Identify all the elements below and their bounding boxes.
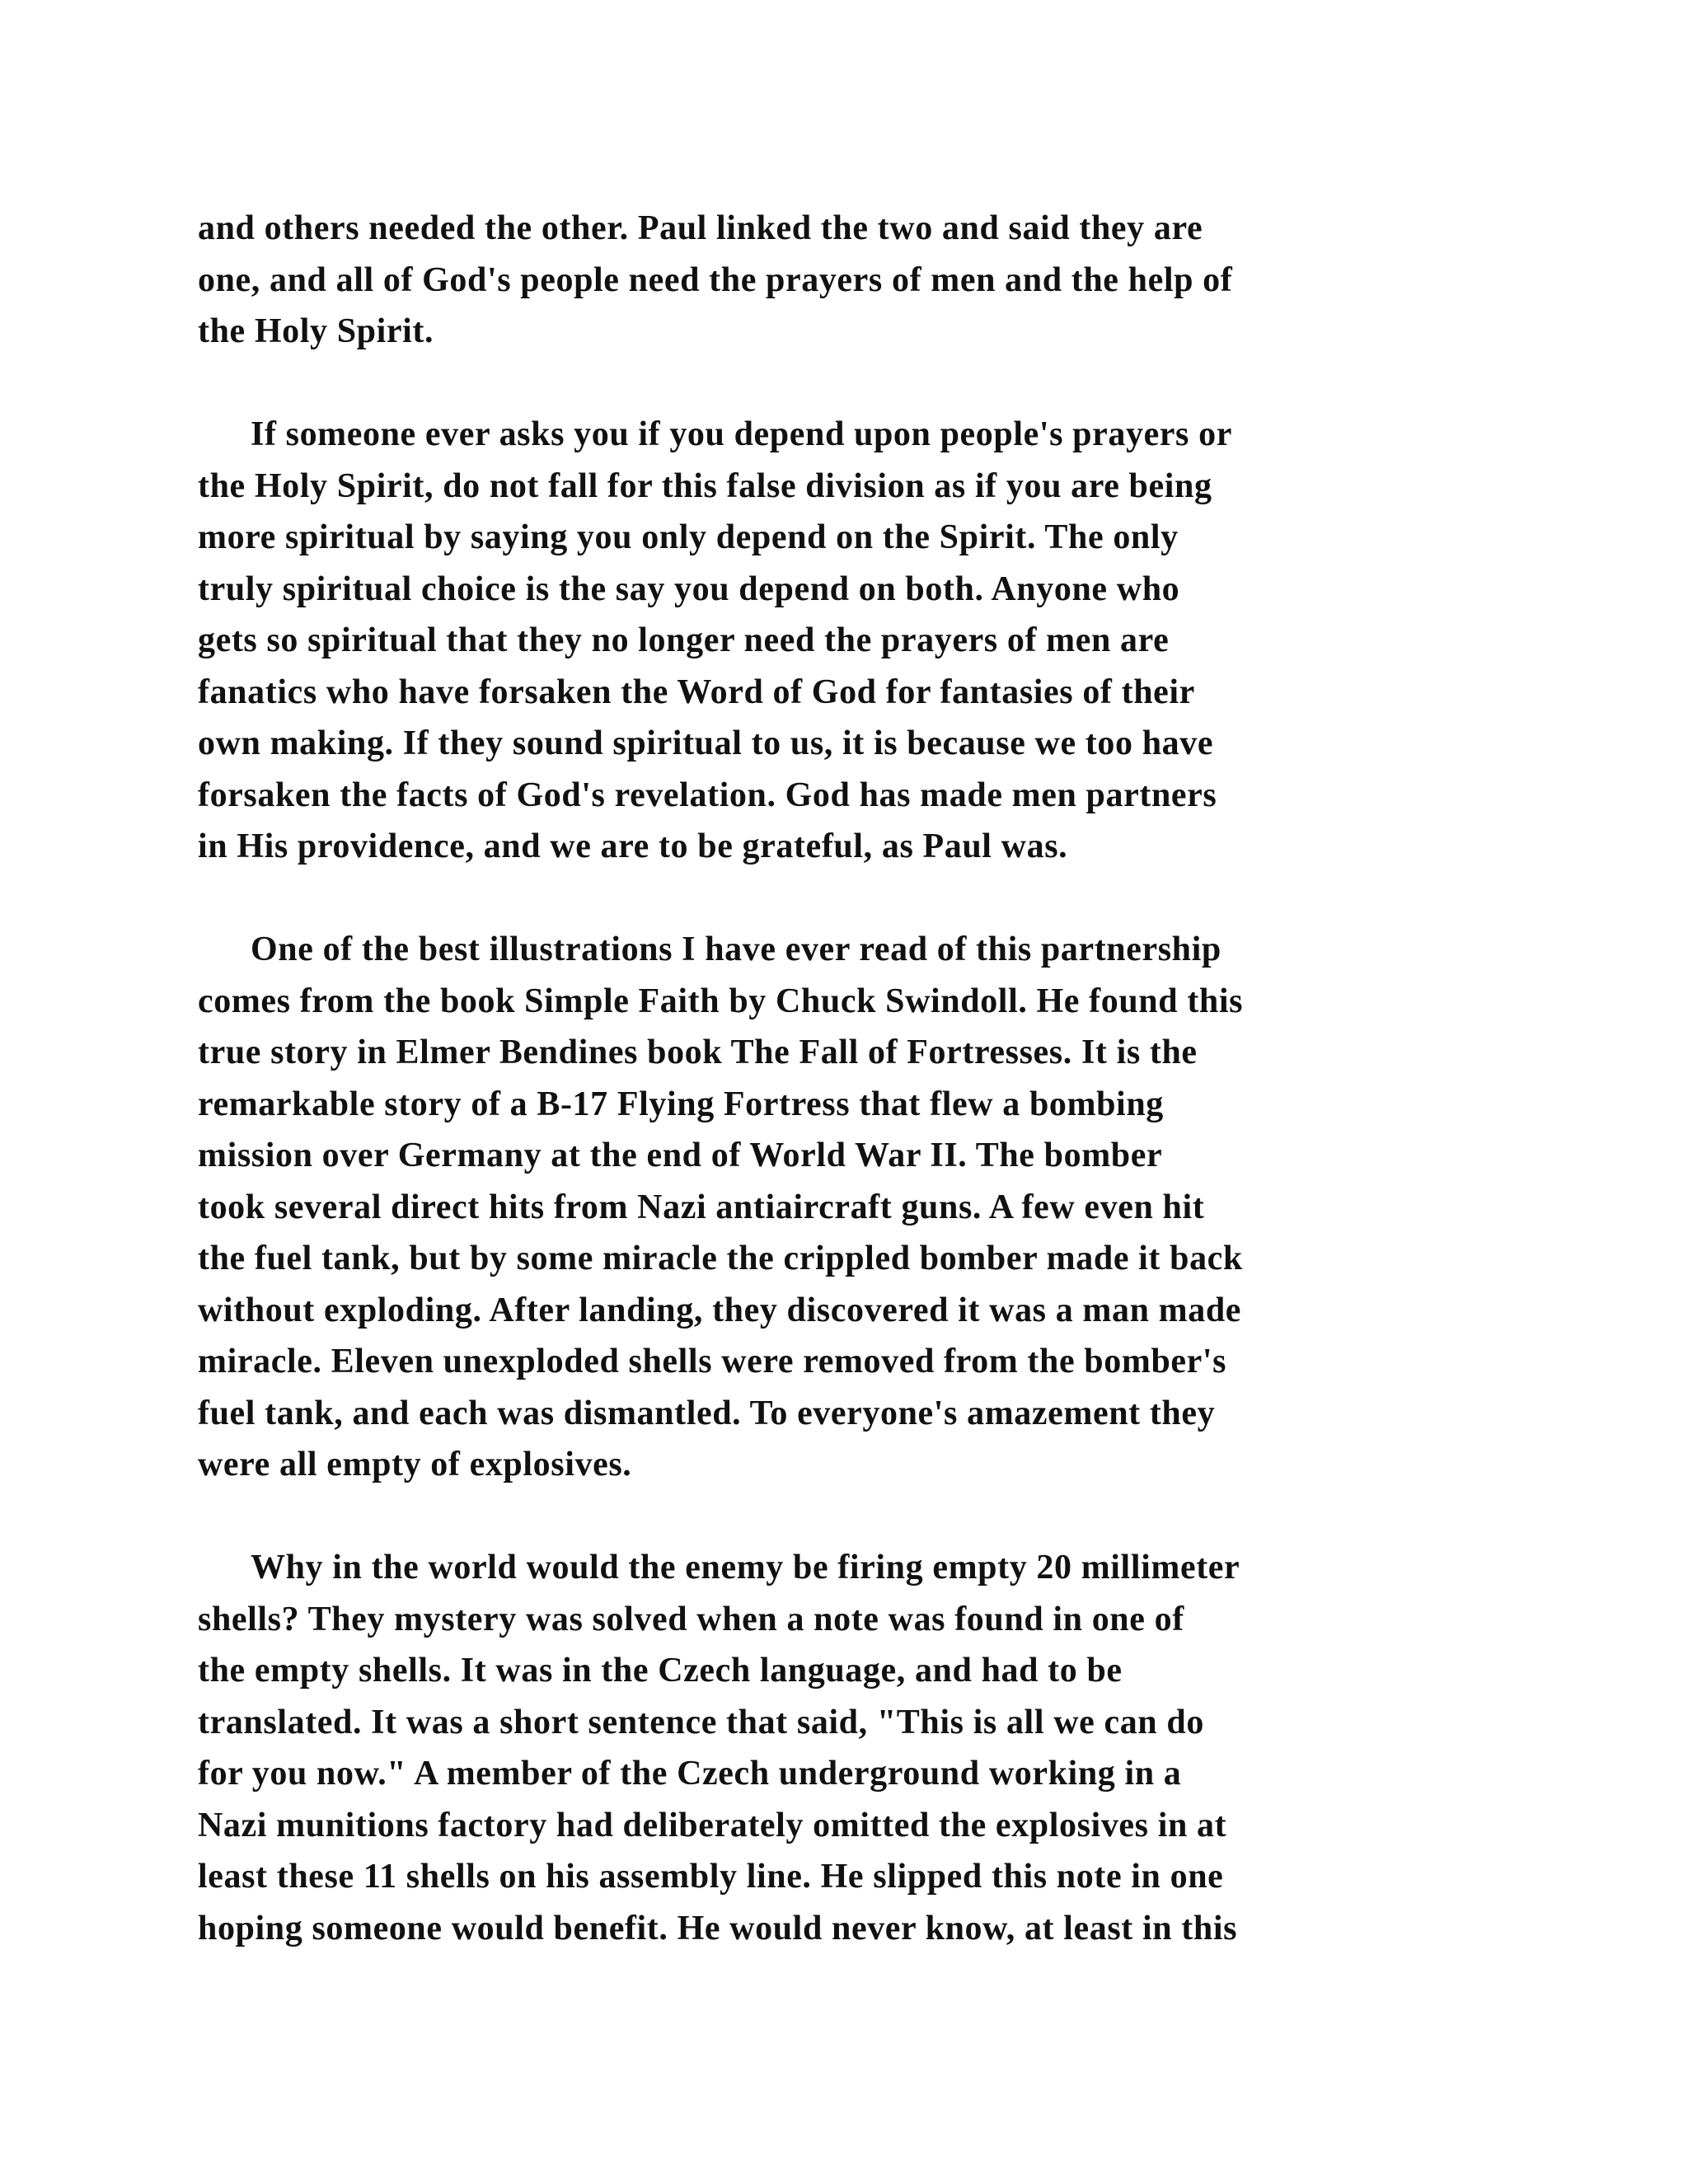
paragraph-3: [198, 924, 1517, 1491]
text-line: own making. If they sound spiritual to us, it is because we too have: [198, 724, 1214, 762]
text-line: If someone ever asks you if you depend upon people's prayers or: [251, 415, 1232, 453]
text-line: translated. It was a short sentence that said, "This is all we can do: [198, 1703, 1204, 1741]
text-line: fuel tank, and each was dismantled. To everyone's amazement they: [198, 1394, 1216, 1432]
text-line: took several direct hits from Nazi antiaircraft guns. A few even hit: [198, 1188, 1205, 1226]
text-line: least these 11 shells on his assembly line. He slipped this note in one: [198, 1858, 1224, 1896]
text-line: and others needed the other. Paul linked the two and said they are: [198, 209, 1203, 247]
text-line: hoping someone would benefit. He would never know, at least in this: [198, 1909, 1238, 1947]
text-line: for you now." A member of the Czech underground working in a: [198, 1755, 1182, 1793]
text-line: remarkable story of a B-17 Flying Fortress that flew a bombing: [198, 1085, 1164, 1123]
text-line: mission over Germany at the end of World War II. The bomber: [198, 1137, 1163, 1174]
text-line: Nazi munitions factory had deliberately omitted the explosives in at: [198, 1806, 1227, 1844]
text-line: the empty shells. It was in the Czech language, and had to be: [198, 1652, 1123, 1690]
text-line: the Holy Spirit.: [198, 312, 434, 350]
text-line: gets so spiritual that they no longer need the prayers of men are: [198, 621, 1170, 659]
text-line: Why in the world would the enemy be firing empty 20 millimeter: [251, 1549, 1240, 1586]
text-line: truly spiritual choice is the say you depend on both. Anyone who: [198, 569, 1180, 608]
paragraph-2: [198, 409, 1517, 873]
text-line: forsaken the facts of God's revelation. God has made men partners: [198, 776, 1217, 814]
text-line: true story in Elmer Bendines book The Fall of Fortresses. It is the: [198, 1033, 1198, 1071]
text-line: in His providence, and we are to be grateful, as Paul was.: [198, 827, 1068, 865]
text-line: the fuel tank, but by some miracle the crippled bomber made it back: [198, 1240, 1243, 1277]
text-line: comes from the book Simple Faith by Chuck Swindoll. He found this: [198, 982, 1244, 1020]
body-text: [198, 203, 1517, 1954]
text-line: fanatics who have forsaken the Word of God for fantasies of their: [198, 673, 1195, 711]
text-line: One of the best illustrations I have ever read of this partnership: [251, 930, 1221, 968]
text-line: more spiritual by saying you only depend on the Spirit. The only: [198, 518, 1179, 556]
text-line: the Holy Spirit, do not fall for this false division as if you are being: [198, 466, 1212, 505]
paragraph-1: [198, 203, 1517, 358]
text-line: one, and all of God's people need the prayers of men and the help of: [198, 260, 1233, 299]
paragraph-4: [198, 1542, 1517, 1954]
text-line: miracle. Eleven unexploded shells were removed from the bomber's: [198, 1343, 1227, 1380]
text-line: without exploding. After landing, they discovered it was a man made: [198, 1291, 1242, 1329]
text-line: were all empty of explosives.: [198, 1446, 632, 1483]
text-line: shells? They mystery was solved when a note was found in one of: [198, 1600, 1184, 1638]
